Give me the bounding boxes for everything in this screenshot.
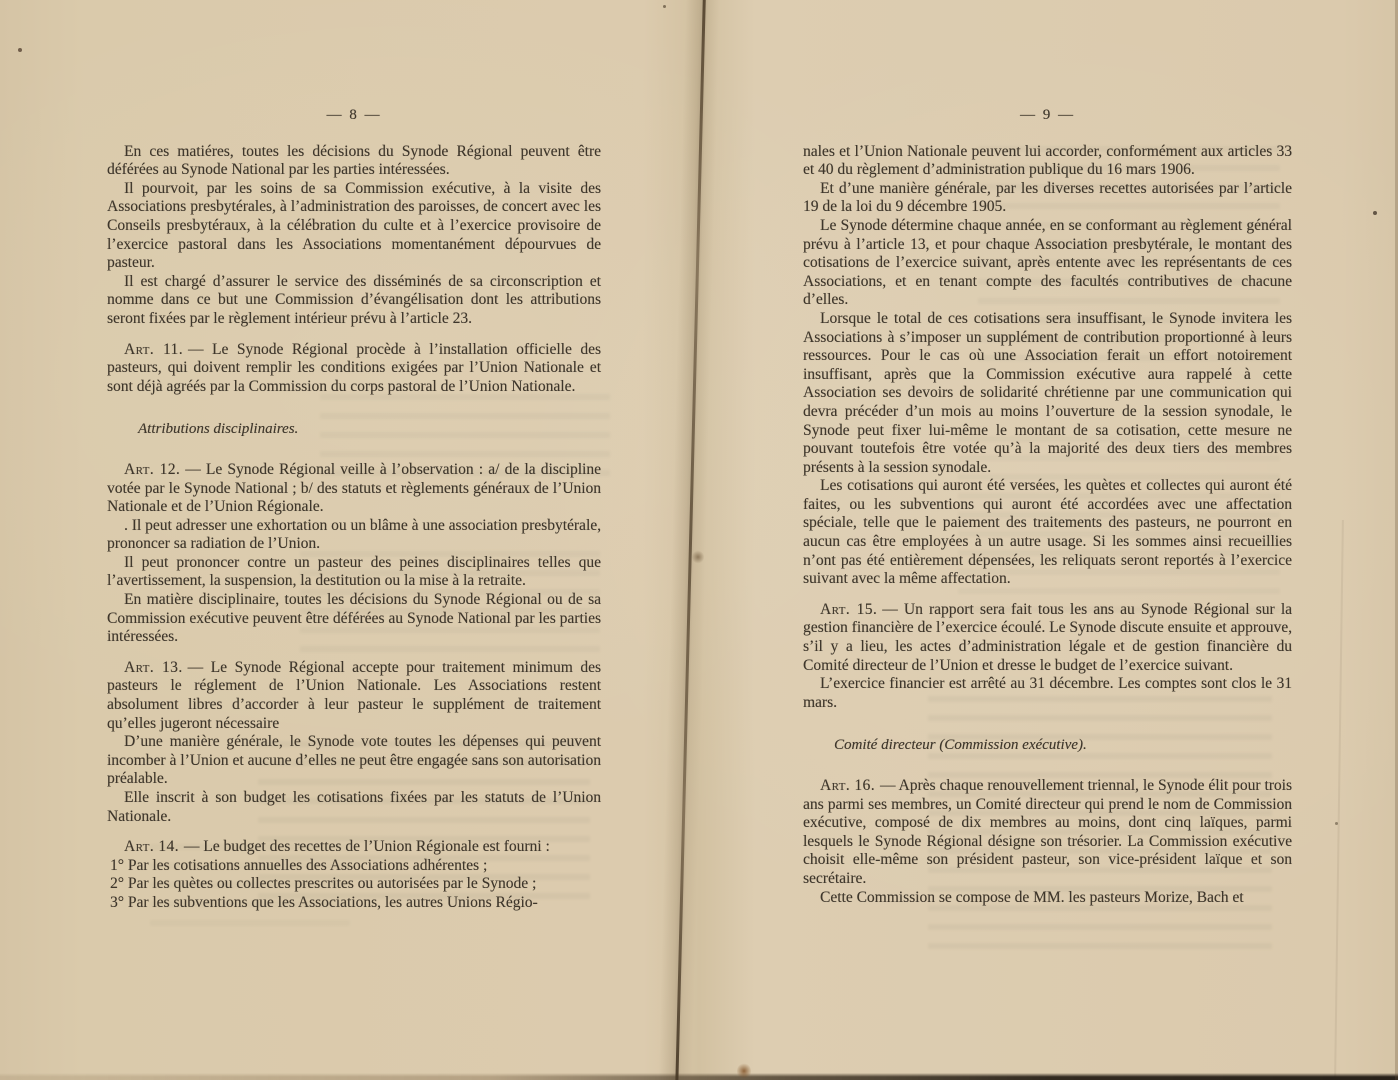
- article-text: — Après chaque renouvellement triennal, le Synode élit pour trois ans parmi ses membres, un Comité directeur qui prend le nom de Commission exécutive, composé de dix membres au moins, dont cinq laïques, parmi lesquels le Synode Régional désigne son trésorier. La Commission exécutive choisit elle-même son président pasteur, son vice-président laïque et son secrétaire.: [803, 777, 1293, 887]
- paper-speck: [1373, 211, 1377, 215]
- paper-speck: [1335, 822, 1338, 825]
- list-item: 2° Par les quètes ou collectes prescrites ou autorisées par le Synode ;: [110, 875, 537, 893]
- gutter-fold-blotch: [692, 550, 704, 564]
- section-heading: Attributions disciplinaires.: [138, 421, 299, 438]
- article-text: — Le Synode Régional procède à l’installation officielle des pasteurs, qui doivent remplir les conditions exigées par l’Union Nationale et sont déjà agréés par la Commission du corps pastoral de l’Union Nationale.: [107, 340, 602, 395]
- page-number: — 9 —: [1020, 107, 1075, 123]
- section-heading: Comité directeur (Commission exécutive).: [834, 737, 1087, 754]
- list-item: 1° Par les cotisations annuelles des Associations adhérentes ;: [110, 856, 488, 874]
- right-text-column: [803, 106, 1292, 907]
- article-paragraph: [107, 659, 601, 733]
- article-text: — Le Synode Régional accepte pour traitement minimum des pasteurs le réglement de l’Union Nationale. Les Associations restent absolument libres d’accorder à leur pasteur le supplément de traitement qu’elles jugeront nécessaire: [107, 658, 602, 732]
- bottom-scan-edge: [0, 1073, 1398, 1080]
- paragraph: Les cotisations qui auront été versées, les quètes et collectes qui auront été faites, ou les subventions qui auront été accordées avec une affectation spéciale, telle que le paiement des traitements des pasteurs, ne pourront en aucun cas être employées à un autre usage. Si les sommes ainsi recueillies n’ont pas été entièrement dépensées, les reliquats seront reportés à l’exercice suivant avec la même affectation.: [803, 477, 1292, 588]
- paragraph: Cette Commission se compose de MM. les pasteurs Morize, Bach et: [820, 888, 1244, 906]
- article-paragraph: [107, 341, 601, 397]
- bottom-stain: [737, 1063, 751, 1079]
- article-label: Art. 11.: [124, 340, 183, 358]
- paragraph: Il pourvoit, par les soins de sa Commission exécutive, à la visite des Associations presbytérales, à l’administration des paroisses, de concert avec les Conseils presbytéraux, à la célébration du culte et à l’exercice provisoire de l’exercice pastoral dans les Associations momentanément dépourvues de pasteur.: [107, 179, 601, 272]
- left-text-column: [107, 106, 601, 913]
- article-paragraph: [107, 838, 601, 857]
- list-item: 3° Par les subventions que les Associations, les autres Unions Régio-: [110, 893, 538, 911]
- page-number: — 8 —: [326, 107, 382, 123]
- article-paragraph: [803, 777, 1292, 889]
- paragraph: Il est chargé d’assurer le service des disséminés de sa circonscription et nomme dans ce but une Commission d’évangélisation dont les attributions seront fixées par le règlement intérieur prévu à l’article 23.: [107, 272, 601, 327]
- paragraph: Et d’une manière générale, par les diverses recettes autorisées par l’article 19 de la loi du 9 décembre 1905.: [803, 179, 1292, 216]
- article-paragraph: [803, 601, 1292, 675]
- paragraph: Elle inscrit à son budget les cotisations fixées par les statuts de l’Union Nationale.: [107, 789, 601, 825]
- right-page: [700, 0, 1398, 1080]
- article-text: — Le budget des recettes de l’Union Régionale est fourni :: [183, 838, 550, 856]
- article-text: — Un rapport sera fait tous les ans au Synode Régional sur la gestion financière de l’exercice écoulé. Le Synode discute ensuite et approuve, s’il y a lieu, les actes d’administration légale et de gestion financière du Comité directeur de l’Union et dresse le budget de l’exercice suivant.: [803, 600, 1292, 674]
- paragraph: L’exercice financier est arrêté au 31 décembre. Les comptes sont clos le 31 mars.: [803, 675, 1292, 711]
- paper-speck: [18, 48, 22, 52]
- paragraph: Il peut prononcer contre un pasteur des peines disciplinaires telles que l’avertissement, la suspension, la destitution ou la mise à la retraite.: [107, 553, 601, 590]
- paper-speck: [663, 5, 666, 8]
- article-label: Art. 12.: [124, 460, 181, 478]
- paragraph: Le Synode détermine chaque année, en se conformant au règlement général prévu à l’article 13, et pour chaque Association presbytérale, le montant des cotisations de l’exercice suivant, après entente avec les représentants de ces Associations, et en tenant compte des facultés contributives de chacune d’elles.: [803, 216, 1292, 309]
- article-label: Art. 15.: [820, 600, 878, 618]
- article-paragraph: [107, 461, 601, 517]
- article-label: Art. 13.: [124, 658, 183, 676]
- article-text: — Le Synode Régional veille à l’observation : a/ de la discipline votée par le Synode National ; b/ des statuts et règlements généraux de l’Union Nationale et de l’Union Régionale.: [107, 460, 601, 516]
- paragraph: En ces matiéres, toutes les décisions du Synode Régional peuvent être déférées au Synode National par les parties intéressées.: [107, 142, 601, 179]
- paragraph: nales et l’Union Nationale peuvent lui accorder, conformément aux articles 33 et 40 du règlement d’administration publique du 16 mars 1906.: [803, 142, 1292, 179]
- article-label: Art. 14.: [124, 838, 179, 856]
- paragraph: Lorsque le total de ces cotisations sera insuffisant, le Synode invitera les Associations à s’imposer un supplément de contribution proportionné à leurs ressources. Pour le cas où une Association ferait un effort notoirement insuffisant, après que la Commission exécutive aura rappelé à cette Association ses devoirs de solidarité chrétienne par une communication qui devra précéder d’un mois au moins l’ouverture de la session synodale, le Synode peut fixer lui-même le montant de sa cotisation, cette mesure ne pouvant toutefois être votée qu’à la majorité des deux tiers des membres présents à la session synodale.: [803, 309, 1292, 476]
- article-label: Art. 16.: [820, 777, 875, 794]
- paragraph: . Il peut adresser une exhortation ou un blâme à une association presbytérale, prononcer sa radiation de l’Union.: [107, 516, 601, 553]
- paragraph: En matière disciplinaire, toutes les décisions du Synode Régional ou de sa Commission exécutive peuvent être déférées au Synode National par les parties intéressées.: [107, 591, 601, 646]
- paragraph: D’une manière générale, le Synode vote toutes les dépenses qui peuvent incomber à l’Union et aucune d’elles ne peut être engagée sans son autorisation préalable.: [107, 733, 601, 788]
